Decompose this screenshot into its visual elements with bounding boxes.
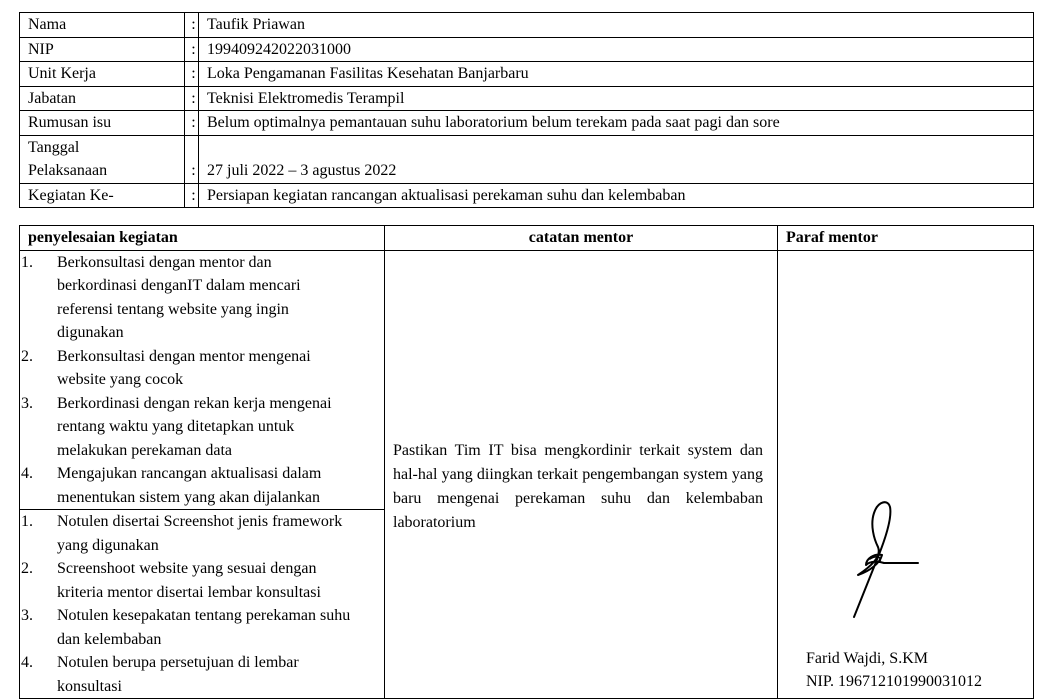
activity-list-cell bbox=[20, 250, 385, 510]
header-row bbox=[20, 226, 1034, 251]
value-nama: Taufik Priawan bbox=[199, 13, 1034, 38]
table-row bbox=[20, 37, 1034, 62]
mentor-nip: NIP. 196712101990031012 bbox=[806, 673, 983, 690]
value-unit-kerja: Loka Pengamanan Fasilitas Kesehatan Banjarbaru bbox=[199, 62, 1034, 87]
separator: : bbox=[185, 135, 199, 183]
label-rumusan-isu: Rumusan isu bbox=[20, 111, 185, 136]
mentor-name: Farid Wajdi, S.KM bbox=[806, 649, 928, 667]
label-nama: Nama bbox=[20, 13, 185, 38]
list-item: 1. Notulen disertai Screenshot jenis framework yang digunakan bbox=[21, 513, 343, 554]
header-paraf: Paraf mentor bbox=[778, 226, 1034, 251]
value-rumusan-isu: Belum optimalnya pemantauan suhu laboratorium belum terekam pada saat pagi dan sore bbox=[199, 111, 1034, 136]
table-row bbox=[20, 111, 1034, 136]
label-tanggal-pelaksanaan: Tanggal Pelaksanaan bbox=[20, 135, 185, 183]
list-item: 2. Screenshoot website yang sesuai dengan kriteria mentor disertai lembar konsultasi bbox=[21, 560, 321, 601]
header-catatan: catatan mentor bbox=[385, 226, 778, 251]
activity-list bbox=[21, 251, 384, 510]
table-row bbox=[20, 250, 1034, 510]
output-list bbox=[21, 510, 384, 698]
separator: : bbox=[185, 86, 199, 111]
value-nip: 199409242022031000 bbox=[199, 37, 1034, 62]
mentor-note: Pastikan Tim IT bisa mengkordinir terkait system dan hal-hal yang diingkan terkait pengembangan system yang baru mengenai perekaman suhu dan kelembaban laboratorium bbox=[385, 250, 778, 699]
table-row bbox=[20, 86, 1034, 111]
value-kegiatan: Persiapan kegiatan rancangan aktualisasi perekaman suhu dan kelembaban bbox=[199, 183, 1034, 208]
label-kegiatan-ke: Kegiatan Ke- bbox=[20, 183, 185, 208]
output-list-cell bbox=[20, 510, 385, 699]
list-item: 3. Berkordinasi dengan rekan kerja mengenai rentang waktu yang ditetapkan untuk melakukan perekaman data bbox=[21, 394, 332, 459]
table-row bbox=[20, 62, 1034, 87]
signature-icon bbox=[848, 499, 928, 619]
separator: : bbox=[185, 183, 199, 208]
list-item: 4. Mengajukan rancangan aktualisasi dalam menentukan sistem yang akan dijalankan bbox=[21, 465, 322, 506]
value-jabatan: Teknisi Elektromedis Terampil bbox=[199, 86, 1034, 111]
label-unit-kerja: Unit Kerja bbox=[20, 62, 185, 87]
list-item: 2. Berkonsultasi dengan mentor mengenai website yang cocok bbox=[21, 347, 311, 388]
mentor-identity bbox=[806, 647, 982, 694]
separator: : bbox=[185, 37, 199, 62]
label-nip: NIP bbox=[20, 37, 185, 62]
table-row bbox=[20, 13, 1034, 38]
list-item: 1. Berkonsultasi dengan mentor dan berkordinasi denganIT dalam mencari referensi tentang website yang ingin digunakan bbox=[21, 253, 301, 341]
header-penyelesaian: penyelesaian kegiatan bbox=[20, 226, 385, 251]
activity-table bbox=[19, 225, 1034, 699]
mentor-signature-cell bbox=[778, 250, 1034, 699]
separator: : bbox=[185, 111, 199, 136]
separator: : bbox=[185, 13, 199, 38]
list-item: 4. Notulen berupa persetujuan di lembar konsultasi bbox=[21, 654, 299, 695]
value-tanggal: 27 juli 2022 – 3 agustus 2022 bbox=[199, 135, 1034, 183]
label-jabatan: Jabatan bbox=[20, 86, 185, 111]
identity-table bbox=[19, 12, 1034, 208]
list-item: 3. Notulen kesepakatan tentang perekaman suhu dan kelembaban bbox=[21, 607, 351, 648]
table-row bbox=[20, 183, 1034, 208]
separator: : bbox=[185, 62, 199, 87]
table-row bbox=[20, 135, 1034, 183]
